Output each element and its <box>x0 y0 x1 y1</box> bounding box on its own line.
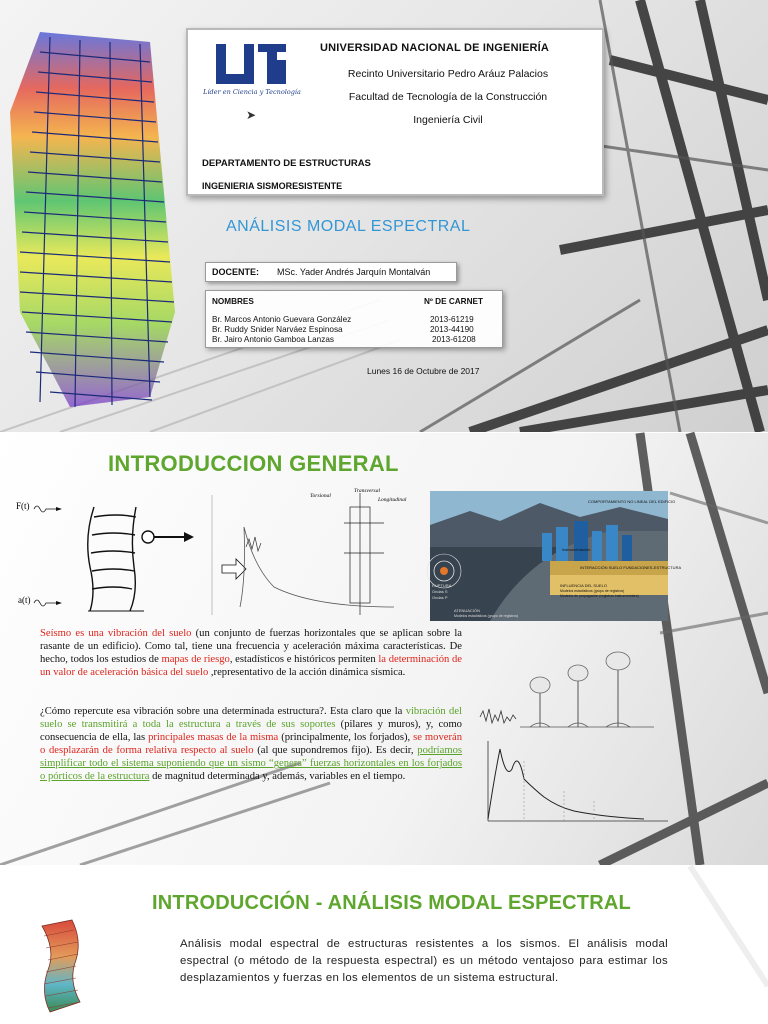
student-name: Br. Ruddy Snider Narváez Espinosa <box>212 325 343 334</box>
p1-highlight-aceleracion: la determinación de un valor de aceleración básica del suelo <box>40 654 462 679</box>
presentation-date: Lunes 16 de Octubre de 2017 <box>367 366 480 376</box>
student-carnet: 2013-61208 <box>432 335 476 344</box>
interaction-label: INTERACCIÓN SUELO FUNDACIONES-ESTRUCTURA <box>580 565 682 570</box>
structure-behavior-label: COMPORTAMIENTO NO LINEAL DEL EDIFICIO <box>588 499 676 504</box>
intro-paragraph-1 <box>40 627 462 679</box>
p2-highlight-desplazan: se moverán o desplazarán de forma relativa respecto al suelo <box>40 732 462 757</box>
names-header: NOMBRES <box>212 297 254 306</box>
soil-sub1-label: Modelos estadísticos (grupo de registros) <box>560 589 625 593</box>
carnet-header: Nº DE CARNET <box>424 297 483 306</box>
force-label: F(t) <box>16 501 30 511</box>
torsional-label: Torsional <box>310 493 331 499</box>
p2-highlight-vibracion: vibración del suelo se transmitirá a toda la estructura a través de sus soportes <box>40 706 462 731</box>
modal-analysis-paragraph: Análisis modal espectral de estructuras resistentes a los sismos. El análisis modal espectral (o método de la respuesta espectral) es un método ventajoso para estimar los desplazamientos y fuerzas en los elementos de un sistema estructural. <box>180 938 668 984</box>
department-name: DEPARTAMENTO DE ESTRUCTURAS <box>202 158 371 169</box>
campus-name: Recinto Universitario Pedro Aráuz Palacios <box>347 68 549 80</box>
p2-highlight-simplificar: podríamos simplificar todo el sistema suponiendo que un sismo “genera” fuerzas horizontales en los forjados o pórticos de la estructura <box>40 745 462 783</box>
p1-text-1: (un conjunto de fuerzas horizontales que se aplican sobre la rasante de un edificio). Como tal, tiene una frecuencia y aceleración máxima características. De hecho, todos los estudios de <box>40 628 462 666</box>
p2-text-4: (al que supondremos fijo). Es decir, <box>253 745 418 757</box>
transversal-label: Transversal <box>354 488 380 494</box>
p2-highlight-masas: principales masas de la misma <box>148 732 279 744</box>
career-name: Ingeniería Civil <box>413 114 483 126</box>
cursor-icon: ➤ <box>246 108 257 122</box>
title-slide <box>0 0 768 432</box>
twisted-building-illustration <box>30 916 100 1024</box>
course-name: INGENIERIA SISMORESISTENTE <box>202 181 343 191</box>
university-name: UNIVERSIDAD NACIONAL DE INGENIERÍA <box>320 42 550 54</box>
p2-text-5: de magnitud determinada y, además, variables en el tiempo. <box>149 771 406 783</box>
building-vibration-figure <box>14 487 426 621</box>
acceleration-label: a(t) <box>18 595 31 605</box>
logo-motto: Líder en Ciencia y Tecnología <box>203 88 301 96</box>
p1-highlight-seismo: Seísmo es una vibración del suelo <box>40 628 192 639</box>
seismic-scenario-diagram <box>430 491 682 621</box>
section-heading: INTRODUCCION GENERAL <box>108 451 399 476</box>
modal-analysis-slide <box>0 866 768 1024</box>
students-table <box>205 290 503 348</box>
waves-p-label: Ondas P <box>432 595 448 600</box>
waves-s-label: Ondas S <box>432 589 448 594</box>
attenuation-sub-label: Modelos estadísticos (grupo de registros) <box>454 614 519 618</box>
response-spectrum-figure <box>474 641 670 829</box>
longitudinal-label: Longitudinal <box>378 497 407 503</box>
soil-label: INFLUENCIA DEL SUELO <box>560 583 607 588</box>
student-carnet: 2013-44190 <box>430 325 474 334</box>
faculty-name: Facultad de Tecnología de la Construcción <box>348 91 548 103</box>
p1-text-2: , estadísticos e históricos permiten <box>229 654 379 666</box>
soil-sub2-label: Modelos de propagación (registros instrumentales) <box>560 594 639 598</box>
structural-model-illustration <box>0 12 190 412</box>
p1-highlight-mapas: mapas de riesgo <box>161 654 230 666</box>
p1-text-3: ,representativo de la acción dinámica sísmica. <box>208 667 406 679</box>
student-name: Br. Marcos Antonio Guevara González <box>212 315 352 324</box>
docente-bar <box>205 262 457 282</box>
p2-text-1: ¿Cómo repercute esa vibración sobre una determinada estructura?. Esta claro que la <box>40 706 406 717</box>
university-header-card <box>186 28 604 196</box>
docente-name: MSc. Yader Andrés Jarquín Montalván <box>277 267 431 277</box>
instrument-label: Instrumentación <box>562 547 591 552</box>
rupture-label: RUPTURA <box>432 583 452 588</box>
p2-text-2: (pilares y muros), y, como consecuencia de ella, las <box>40 719 462 744</box>
student-name: Br. Jairo Antonio Gamboa Lanzas <box>212 335 334 344</box>
intro-paragraph-2 <box>40 705 462 784</box>
intro-slide <box>0 433 768 865</box>
section-heading: INTRODUCCIÓN - ANÁLISIS MODAL ESPECTRAL <box>152 892 631 914</box>
presentation-title: ANÁLISIS MODAL ESPECTRAL <box>226 218 471 235</box>
attenuation-label: ATENUACIÓN <box>454 608 480 613</box>
p2-text-3: (principalmente, los forjados), <box>278 732 414 744</box>
student-row <box>212 335 502 344</box>
student-row <box>212 325 502 334</box>
student-carnet: 2013-61219 <box>430 315 474 324</box>
student-row <box>212 315 502 324</box>
docente-label: DOCENTE: <box>212 267 259 277</box>
